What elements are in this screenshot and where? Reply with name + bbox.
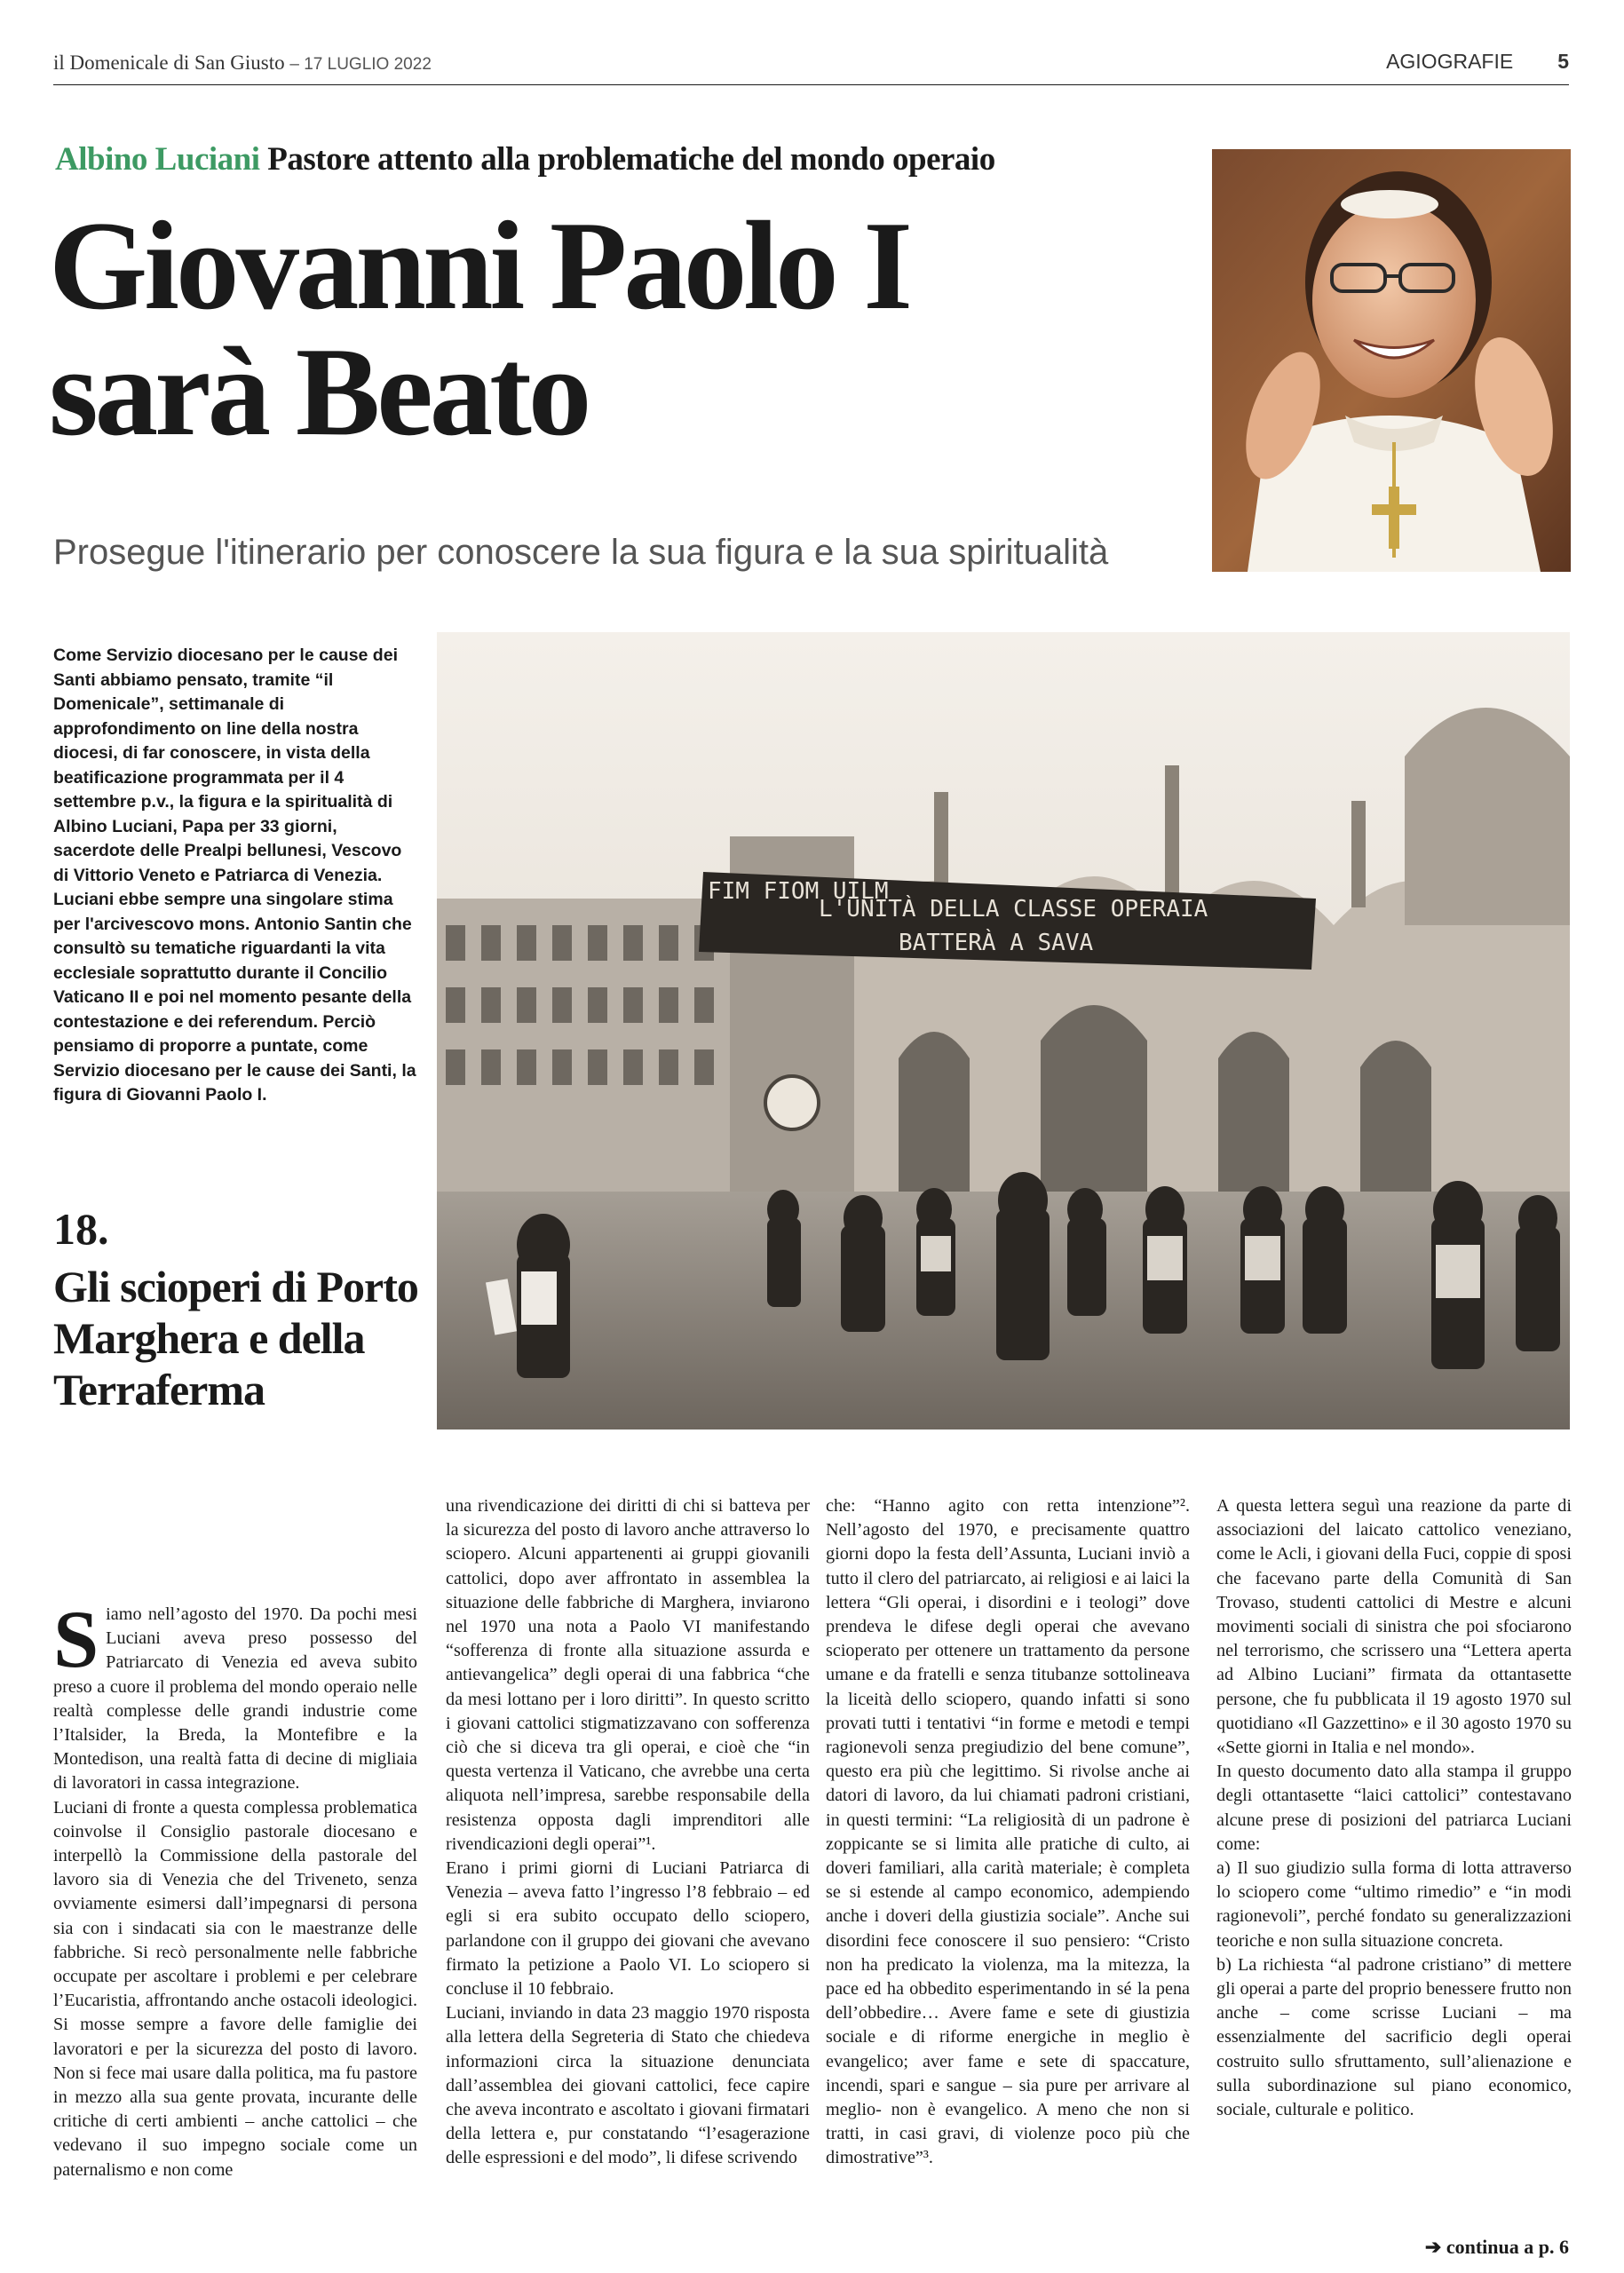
paragraph: In questo documento dato alla stampa il gruppo degli ottantasette “laici cattolici” contestavano alcune prese di posizioni del patriarca Luciani come: — [1216, 1762, 1572, 1854]
header-rule — [53, 84, 1569, 85]
subtitle: Prosegue l'itinerario per conoscere la sua figura e la sua spiritualità — [53, 533, 1109, 572]
paragraph: Erano i primi giorni di Luciani Patriarca di Venezia – aveva fatto l’ingresso l’8 febbraio – ed egli si era subito occupato dello sciopero, parlandone con il gruppo dei giovani che avevano firmato la petizione a Paolo VI. Lo sciopero si concluse il 10 febbraio. — [446, 1858, 810, 2000]
intro-text: Come Servizio diocesano per le cause dei Santi abbiamo pensato, tramite “il Domenicale”, settimanale di approfondimento on line della nostra diocesi, di far conoscere, in vista della beatificazione programmata per il 4 settembre p.v., la figura e la spiritualità di Albino Luciani, Papa per 33 giorni, sacerdote delle Prealpi bellunesi, Vescovo di Vittorio Veneto e Patriarca di Venezia. Luciani ebbe sempre una singolare stima per l'arcivescovo mons. Antonio Santin che consultò su tematiche riguardanti la vita ecclesiale soprattutto durante il Concilio Vaticano II e poi nel momento pesante della contestazione e dei referendum. Perciò pensiamo di proporre a puntate, come Servizio diocesano per le cause dei Santi, la figura di Giovanni Paolo I. — [53, 645, 416, 1105]
page-number: 5 — [1557, 50, 1569, 73]
headline-line-2: sarà Beato — [49, 321, 589, 462]
running-header-section — [1386, 50, 1569, 74]
paragraph: Luciani, inviando in data 23 maggio 1970 risposta alla lettera della Segreteria di Stato che chiedeva informazioni circa la situazione denunciata dall’assemblea dei giovani cattolici, fece capire che aveva incontrato e ascoltato i giovani firmatari della lettera e, pur constatando “l’esagerazione delle espressioni e del modo”, li difese scrivendo — [446, 2003, 810, 2168]
paragraph: Luciani di fronte a questa complessa problematica coinvolse il Consiglio pastorale diocesano e interpellò la Commissione della pastorale del lavoro sia di Venezia che del Triveneto, senza ovviamente esimersi dall’impegnarsi di persona sia con i sindacati sia con le maestranze delle fabbriche. Si recò personalmente nelle fabbriche occupate per ascoltare i problemi e per celebrare l’Eucaristia, affrontando anche ostacoli ideologici. Si mosse sempre a favore delle famiglie dei lavoratori e per la sicurezza del posto di lavoro. Non si fece mai usare dalla politica, ma fu pastore in mezzo alla sua gente provata, incurante delle critiche di certi ambienti – anche cattolici – che vedevano il suo impegno sociale come un paternalismo e non come — [53, 1797, 417, 2180]
kicker-name: Albino Luciani — [55, 141, 260, 178]
issue-date: – 17 LUGLIO 2022 — [289, 55, 432, 74]
article-column-2 — [446, 1494, 810, 2171]
paragraph: a) Il suo giudizio sulla forma di lotta attraverso lo sciopero come “ultimo rimedio” e “in modi ragionevoli”, perché fondato su generalizzazioni teoriche e non sulla situazione concreta. — [1216, 1858, 1572, 1951]
drop-cap: S — [53, 1594, 99, 1684]
strike-march-photo — [437, 632, 1570, 1430]
headline — [49, 195, 1203, 462]
section-number: 18. — [53, 1204, 109, 1254]
section-title: Gli scioperi di Porto Marghera e della Terraferma — [53, 1262, 418, 1414]
article-column-1 — [53, 1594, 417, 2182]
banner-line-1: L'UNITÀ DELLA CLASSE OPERAIA — [819, 896, 1208, 923]
paragraph: una rivendicazione dei diritti di chi si batteva per la sicurezza del posto di lavoro anche attraverso lo sciopero. Alcuni appartenenti ai gruppi giovanili cattolici, dopo aver affrontato in assemblea la situazione delle fabbriche di Marghera, inviarono nel 1970 una nota a Paolo VI manifestando “sofferenza di fronte alla situazione assurda e antievangelica” degli operai di una fabbrica “che da mesi lottano per i loro diritti”. In questo scritto i giovani cattolici stigmatizzavano con sofferenza ciò che si diceva tra gli operai, e cioè che “in questa vertenza il Vaticano, che avrebbe una certa aliquota nell’impresa, sarebbe responsabile della resistenza opposta dagli imprenditori alle rivendicazioni degli operai”¹. — [446, 1496, 810, 1854]
paragraph: iamo nell’agosto del 1970. Da pochi mesi Luciani aveva preso possesso del Patriarcato di Venezia ed aveva subito preso a cuore il problema del mondo operaio nelle realtà complesse delle grandi industrie come l’Italsider, la Breda, la Montefibre e la Montedison, una realtà fatta di decine di migliaia di lavoratori in cassa integrazione. — [53, 1604, 417, 1794]
continued-link[interactable]: ➔ continua a p. 6 — [1424, 2236, 1569, 2258]
paragraph: che: “Hanno agito con retta intenzione”². Nell’agosto del 1970, e precisamente quattro giorni dopo la festa dell’Assunta, Luciani inviò a tutto il clero del patriarcato, ai religiosi e ai laici la lettera “Gli operai, i disordini e i teologi” dove prendeva le difese degli operai che avevano scioperato per ottenere un trattamento da persone umane e da fratelli e senza titubanze sottolineava la liceità dello sciopero, quando infatti si sono provati tutti i tentativi “in forme e metodi e tempi ragionevoli senza pregiudizio del bene comune”, questo era più che legittimo. Si rivolse anche ai datori di lavoro, da lui chiamati padroni cristiani, in questi termini: “La religiosità di un padrone è zoppicante se si limita alle pratiche di culto, ai doveri familiari, alla carità materiale; è completa se si estende al campo economico, adempiendo anche i doveri della giustizia sociale”. Anche sui disordini fece conoscere il suo pensiero: “Cristo non ha predicato la violenza, ma la mitezza, la pace ed ha obbedito esperimentando in sé la pena dell’obbedire… Avere fame e sete di giustizia sociale e di riforme energiche in meglio è evangelico; aver fame e sete di spaccature, incendi, spari e sangue – sia pure per arrivare al meglio- non è evangelico. A meno che non si tratti, in casi gravi, di violenze poco più che dimostrative”³. — [826, 1496, 1190, 2168]
paragraph: A questa lettera seguì una reazione da parte di associazioni del laicato cattolico veneziano, come le Acli, i giovani della Fuci, coppie di sposi che facevano parte della Comunità di San Trovaso, studenti cattolici di Mestre e alcuni movimenti sociali di sinistra che poi sfociarono nel terrorismo, che scrissero una “Lettera aperta ad Albino Luciani” firmata da ottantasette persone, che fu pubblicata il 19 agosto 1970 sul quotidiano «Il Gazzettino» e il 30 agosto 1970 su «Sette giorni in Italia e nel mondo». — [1216, 1496, 1572, 1758]
article-column-4 — [1216, 1494, 1572, 2122]
kicker-text: Pastore attento alla problematiche del mondo operaio — [267, 141, 995, 178]
banner-line-2: BATTERÀ A SAVA — [899, 930, 1094, 956]
banner-left-text: FIM FIOM UILM — [708, 878, 889, 905]
paragraph: b) La richiesta “al padrone cristiano” di mettere gli operai a parte del proprio benessere frutto non anche – come scrisse Luciani – ma essenzialmente del sacrificio degli operai costruito sullo sfruttamento, sull’alienazione e sulla subordinazione sul piano economico, sociale, culturale e politico. — [1216, 1954, 1572, 2120]
headline-line-1: Giovanni Paolo I — [49, 195, 909, 336]
running-header-publication — [53, 51, 432, 75]
article-column-3 — [826, 1494, 1190, 2171]
section-label: AGIOGRAFIE — [1386, 50, 1514, 73]
portrait-photo — [1212, 149, 1571, 572]
publication-name: il Domenicale di San Giusto — [53, 51, 285, 74]
kicker — [55, 140, 995, 178]
